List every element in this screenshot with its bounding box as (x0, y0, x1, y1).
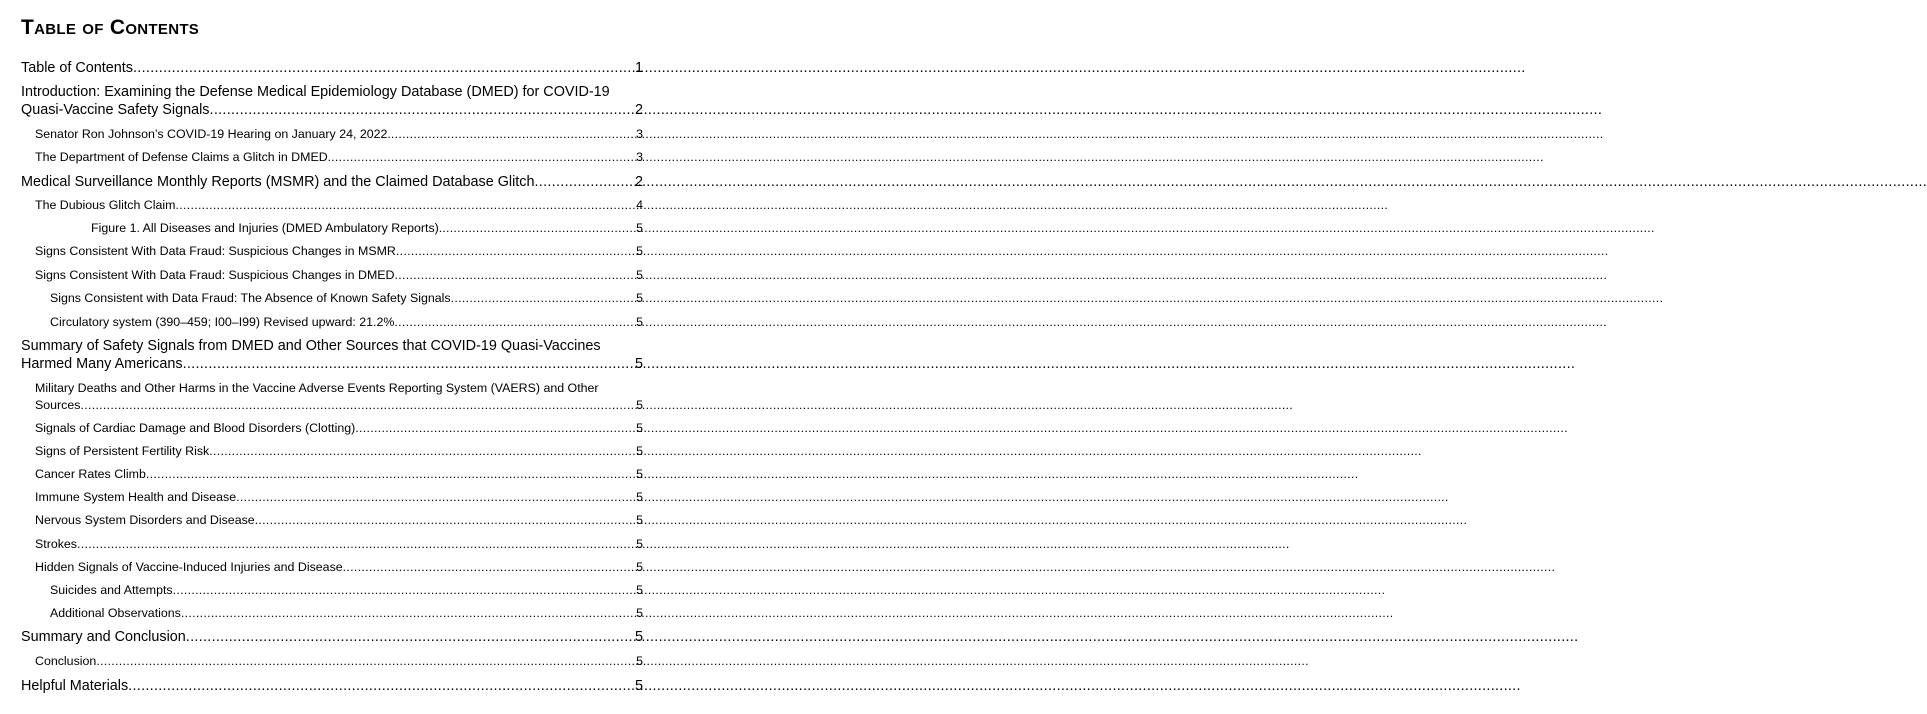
toc-entry-text: Signals of Cardiac Damage and Blood Disorders (Clotting) (35, 421, 356, 435)
toc-page-number: 5 (634, 356, 643, 372)
toc-entry-figure-1[interactable] (91, 220, 643, 237)
toc-entry-fraud-dmed[interactable] (35, 267, 643, 284)
toc-entry-text: Strokes (35, 537, 78, 551)
toc-entry-text: Helpful Materials (21, 678, 129, 694)
toc-page-number: 5 (636, 244, 643, 258)
dot-leader (331, 149, 636, 166)
toc-entry-circulatory-system[interactable] (50, 314, 643, 331)
dot-leader (391, 126, 636, 143)
dot-leader (209, 443, 636, 460)
toc-title: Table of Contents (21, 16, 200, 39)
toc-entry-text: Table of Contents (21, 60, 133, 76)
toc-page-number: 5 (636, 490, 643, 504)
toc-entry-text: Conclusion (35, 654, 97, 668)
toc-page-number: 5 (636, 221, 643, 235)
dot-leader (128, 677, 635, 695)
dot-leader (96, 653, 636, 670)
toc-entry-dubious-glitch[interactable] (35, 197, 643, 214)
dot-leader (451, 290, 636, 307)
toc-page-number: 5 (634, 629, 643, 645)
toc-page-number: 1 (634, 60, 643, 76)
toc-entry-fraud-msmr[interactable] (35, 243, 643, 260)
toc-entry-text: Medical Surveillance Monthly Reports (MSMR) and the Claimed Database Glitch (21, 174, 535, 190)
toc-entry-text: Additional Observations (50, 606, 181, 620)
toc-entry-text: Hidden Signals of Vaccine-Induced Injuries and Disease (35, 560, 343, 574)
toc-page-number: 5 (636, 268, 643, 282)
dot-leader (173, 582, 636, 599)
toc-entry-text-line2: Harmed Many Americans (21, 356, 183, 372)
toc-page-number: 5 (636, 291, 643, 305)
toc-page-number: 5 (636, 444, 643, 458)
toc-entry-text: Circulatory system (390–459; I00–I99) Revised upward: 21.2% (50, 315, 395, 329)
toc-entry-text: Signs Consistent with Data Fraud: The Absence of Known Safety Signals (50, 291, 451, 305)
dot-leader (183, 355, 635, 373)
toc-entry-text: Senator Ron Johnson’s COVID-19 Hearing on January 24, 2022. (35, 127, 391, 141)
toc-entry-cardiac-damage[interactable] (35, 420, 643, 437)
toc-page-number: 5 (636, 560, 643, 574)
toc-entry-conclusion[interactable] (35, 653, 643, 670)
toc-entry-table-of-contents[interactable] (21, 59, 643, 77)
toc-entry-nervous-system[interactable] (35, 512, 643, 529)
dot-leader (534, 173, 635, 191)
toc-entry-text-line1: Introduction: Examining the Defense Medical Epidemiology Database (DMED) for COVID-19 (21, 84, 610, 100)
dot-leader (255, 512, 636, 529)
toc-entry-text: Figure 1. All Diseases and Injuries (DMED Ambulatory Reports). (91, 221, 443, 235)
table-of-contents (0, 0, 681, 714)
toc-entry-suicides[interactable] (50, 582, 643, 599)
dot-leader (343, 559, 636, 576)
dot-leader (396, 243, 636, 260)
toc-entry-text: Summary and Conclusion (21, 629, 186, 645)
toc-entry-text: Suicides and Attempts (50, 583, 173, 597)
toc-page-number: 2 (634, 102, 643, 118)
toc-page-number: 5 (636, 606, 643, 620)
toc-entry-summary-conclusion[interactable] (21, 628, 643, 646)
dot-leader (395, 267, 637, 284)
dot-leader (146, 466, 636, 483)
toc-page-number: 5 (636, 513, 643, 527)
toc-entry-dod-glitch[interactable] (35, 149, 643, 166)
toc-entry-additional-observations[interactable] (50, 605, 643, 622)
toc-entry-text: Signs Consistent With Data Fraud: Suspicious Changes in MSMR (35, 244, 396, 258)
dot-leader (355, 420, 636, 437)
toc-entry-hidden-signals[interactable] (35, 559, 643, 576)
toc-entry-msmr[interactable] (21, 173, 643, 191)
toc-entry-cancer-rates[interactable] (35, 466, 643, 483)
toc-entry-military-deaths-vaers[interactable] (35, 380, 643, 414)
toc-entry-strokes[interactable] (35, 536, 643, 553)
toc-page-number: 5 (636, 654, 643, 668)
toc-entry-fertility-risk[interactable] (35, 443, 643, 460)
toc-page-number: 3 (636, 150, 643, 164)
toc-page-number: 5 (636, 315, 643, 329)
toc-entry-absence-safety-signals[interactable] (50, 290, 643, 307)
toc-page-number: 4 (636, 198, 643, 212)
toc-entry-text: The Department of Defense Claims a Glitch in DMED. (35, 150, 332, 164)
dot-leader (394, 314, 636, 331)
toc-page-number: 5 (636, 421, 643, 435)
toc-entry-text: Nervous System Disorders and Disease (35, 513, 255, 527)
dot-leader (77, 536, 636, 553)
toc-entry-text-line1: Military Deaths and Other Harms in the Vaccine Adverse Events Reporting System (VAERS) and Other (35, 381, 599, 395)
toc-entry-text: Cancer Rates Climb (35, 467, 146, 481)
toc-entry-text: Signs of Persistent Fertility Risk (35, 444, 210, 458)
toc-page-number: 5 (636, 398, 643, 412)
toc-entry-text-line2: Sources (35, 398, 81, 412)
toc-entry-summary-safety-signals[interactable] (21, 337, 643, 373)
toc-page-number: 5 (636, 583, 643, 597)
dot-leader (175, 197, 636, 214)
dot-leader (181, 605, 636, 622)
dot-leader (133, 59, 635, 77)
toc-page-number: 3 (636, 127, 643, 141)
toc-entry-immune-system[interactable] (35, 489, 643, 506)
toc-page-number: 5 (634, 678, 643, 694)
toc-entry-text: Signs Consistent With Data Fraud: Suspicious Changes in DMED (35, 268, 395, 282)
toc-entry-senator-hearing[interactable] (35, 126, 643, 143)
toc-entry-introduction[interactable] (21, 83, 643, 119)
toc-entry-helpful-materials[interactable] (21, 677, 643, 695)
dot-leader (210, 101, 635, 119)
dot-leader (80, 397, 636, 414)
toc-entry-text-line1: Summary of Safety Signals from DMED and Other Sources that COVID-19 Quasi-Vaccines (21, 338, 601, 354)
toc-page-number: 5 (636, 467, 643, 481)
dot-leader (236, 489, 636, 506)
toc-page-number: 5 (636, 537, 643, 551)
dot-leader (186, 628, 635, 646)
toc-entry-text: The Dubious Glitch Claim (35, 198, 176, 212)
toc-entry-text: Immune System Health and Disease (35, 490, 237, 504)
toc-entry-text-line2: Quasi-Vaccine Safety Signals (21, 102, 210, 118)
dot-leader (442, 220, 636, 237)
toc-page-number: 2 (634, 174, 643, 190)
